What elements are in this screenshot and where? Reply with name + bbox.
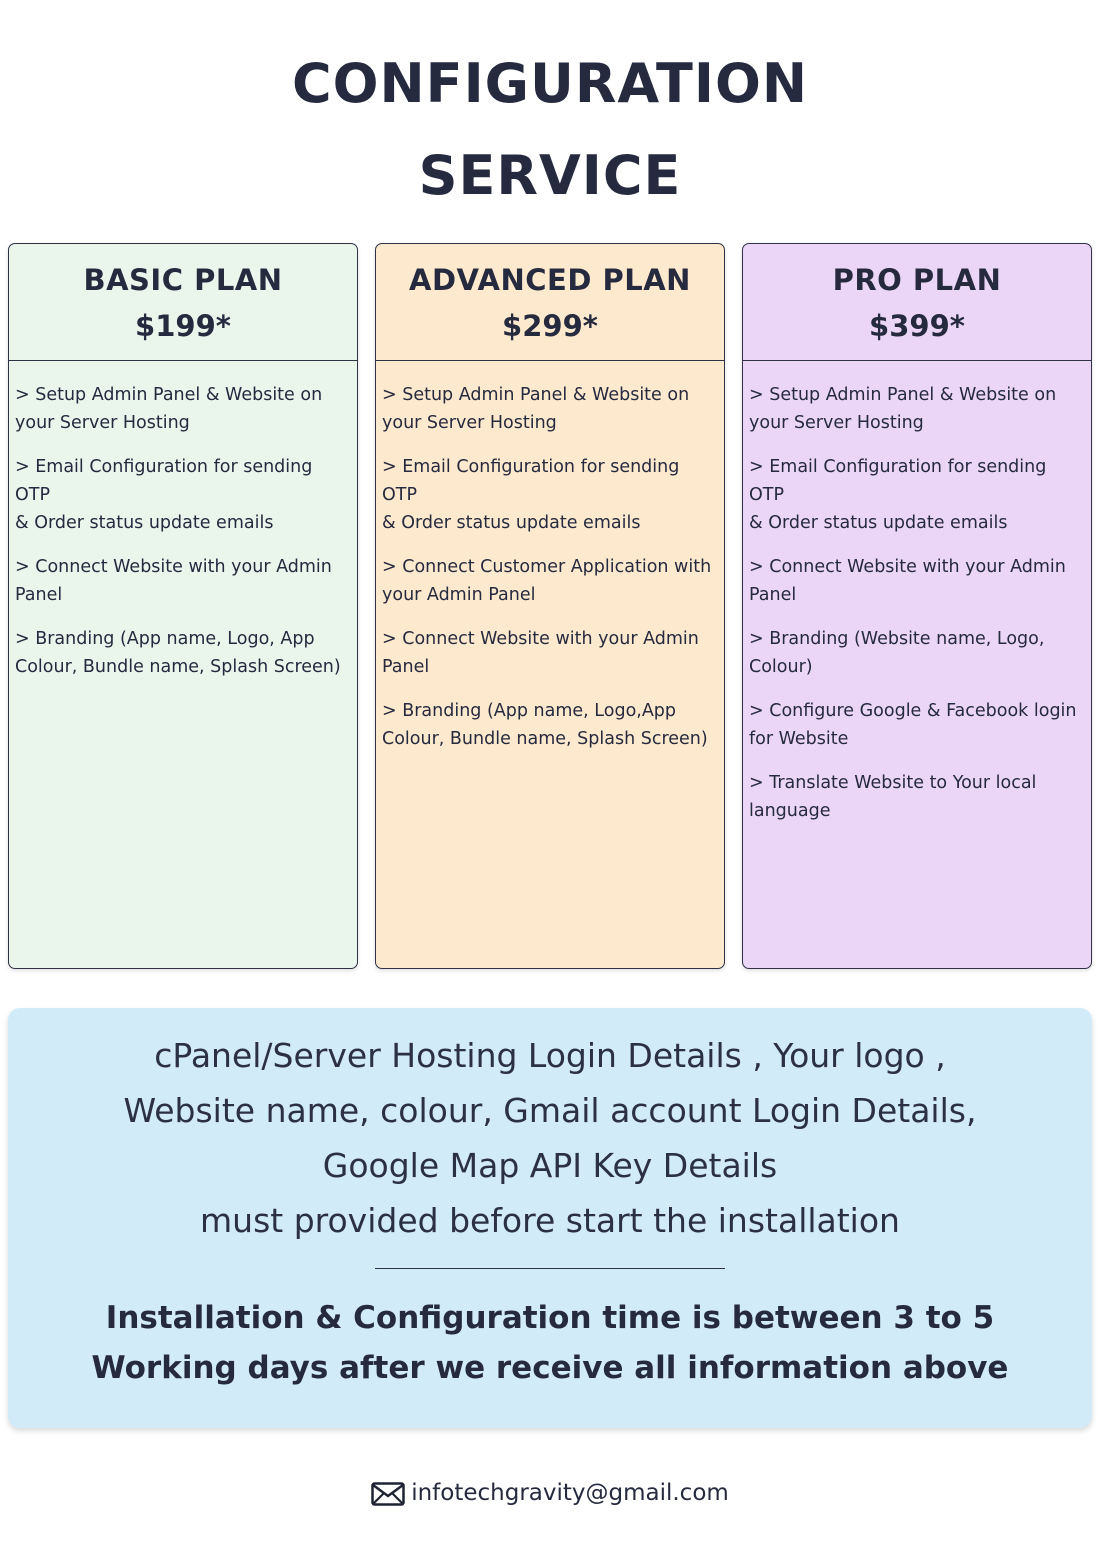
- plan-feature: > Setup Admin Panel & Website on your Server Hosting: [382, 385, 690, 433]
- requirements-list: [8, 1008, 1092, 1248]
- plan-feature: > Connect Customer Application with your Admin Panel: [382, 557, 712, 605]
- page-title-line-2: SERVICE: [418, 144, 682, 207]
- requirement-line: cPanel/Server Hosting Login Details , Your logo ,: [154, 1036, 946, 1075]
- page-title-line-1: CONFIGURATION: [291, 52, 809, 115]
- plan-feature: > Setup Admin Panel & Website on your Server Hosting: [749, 385, 1057, 433]
- contact-row: [0, 1476, 1100, 1510]
- requirement-line: Website name, colour, Gmail account Login Details,: [123, 1091, 977, 1130]
- requirement-line: Google Map API Key Details: [322, 1146, 778, 1185]
- installation-time-note: [8, 1269, 1092, 1393]
- plan-feature: > Setup Admin Panel & Website on your Server Hosting: [15, 385, 323, 433]
- plan-header: [743, 244, 1091, 361]
- plan-feature: > Email Configuration for sending OTP & Order status update emails: [749, 457, 1047, 533]
- plan-price: $299*: [502, 309, 598, 343]
- plan-feature: > Connect Website with your Admin Panel: [749, 557, 1066, 605]
- plan-feature: > Branding (App name, Logo,App Colour, Bundle name, Splash Screen): [382, 701, 708, 749]
- plans-grid: [8, 243, 1092, 969]
- plan-feature: > Email Configuration for sending OTP & Order status update emails: [15, 457, 313, 533]
- installation-line: Working days after we receive all information above: [91, 1350, 1009, 1386]
- plan-feature: > Branding (App name, Logo, App Colour, Bundle name, Splash Screen): [15, 629, 341, 677]
- requirement-line: must provided before start the installation: [200, 1201, 900, 1240]
- plan-header: [9, 244, 357, 361]
- plan-feature: > Email Configuration for sending OTP & Order status update emails: [382, 457, 680, 533]
- plan-feature: > Translate Website to Your local language: [749, 773, 1037, 821]
- plan-feature-list: [743, 361, 1091, 825]
- plan-feature-list: [376, 361, 724, 753]
- plan-feature: > Branding (Website name, Logo, Colour): [749, 629, 1045, 677]
- plan-feature: > Connect Website with your Admin Panel: [382, 629, 699, 677]
- plan-price: $399*: [869, 309, 965, 343]
- plan-name: ADVANCED PLAN: [409, 263, 691, 297]
- plan-feature: > Configure Google & Facebook login for Website: [749, 701, 1077, 749]
- plan-price: $199*: [135, 309, 231, 343]
- plan-header: [376, 244, 724, 361]
- contact-email[interactable]: infotechgravity@gmail.com: [411, 1480, 729, 1506]
- plan-card-basic: [8, 243, 358, 969]
- plan-name: PRO PLAN: [832, 263, 1002, 297]
- requirements-notice: [8, 1008, 1092, 1428]
- plan-card-advanced: [375, 243, 725, 969]
- mail-icon: [371, 1482, 405, 1506]
- plan-feature-list: [9, 361, 357, 681]
- page-title: [0, 38, 1100, 222]
- plan-name: BASIC PLAN: [83, 263, 283, 297]
- plan-card-pro: [742, 243, 1092, 969]
- installation-line: Installation & Configuration time is between 3 to 5: [105, 1300, 995, 1336]
- plan-feature: > Connect Website with your Admin Panel: [15, 557, 332, 605]
